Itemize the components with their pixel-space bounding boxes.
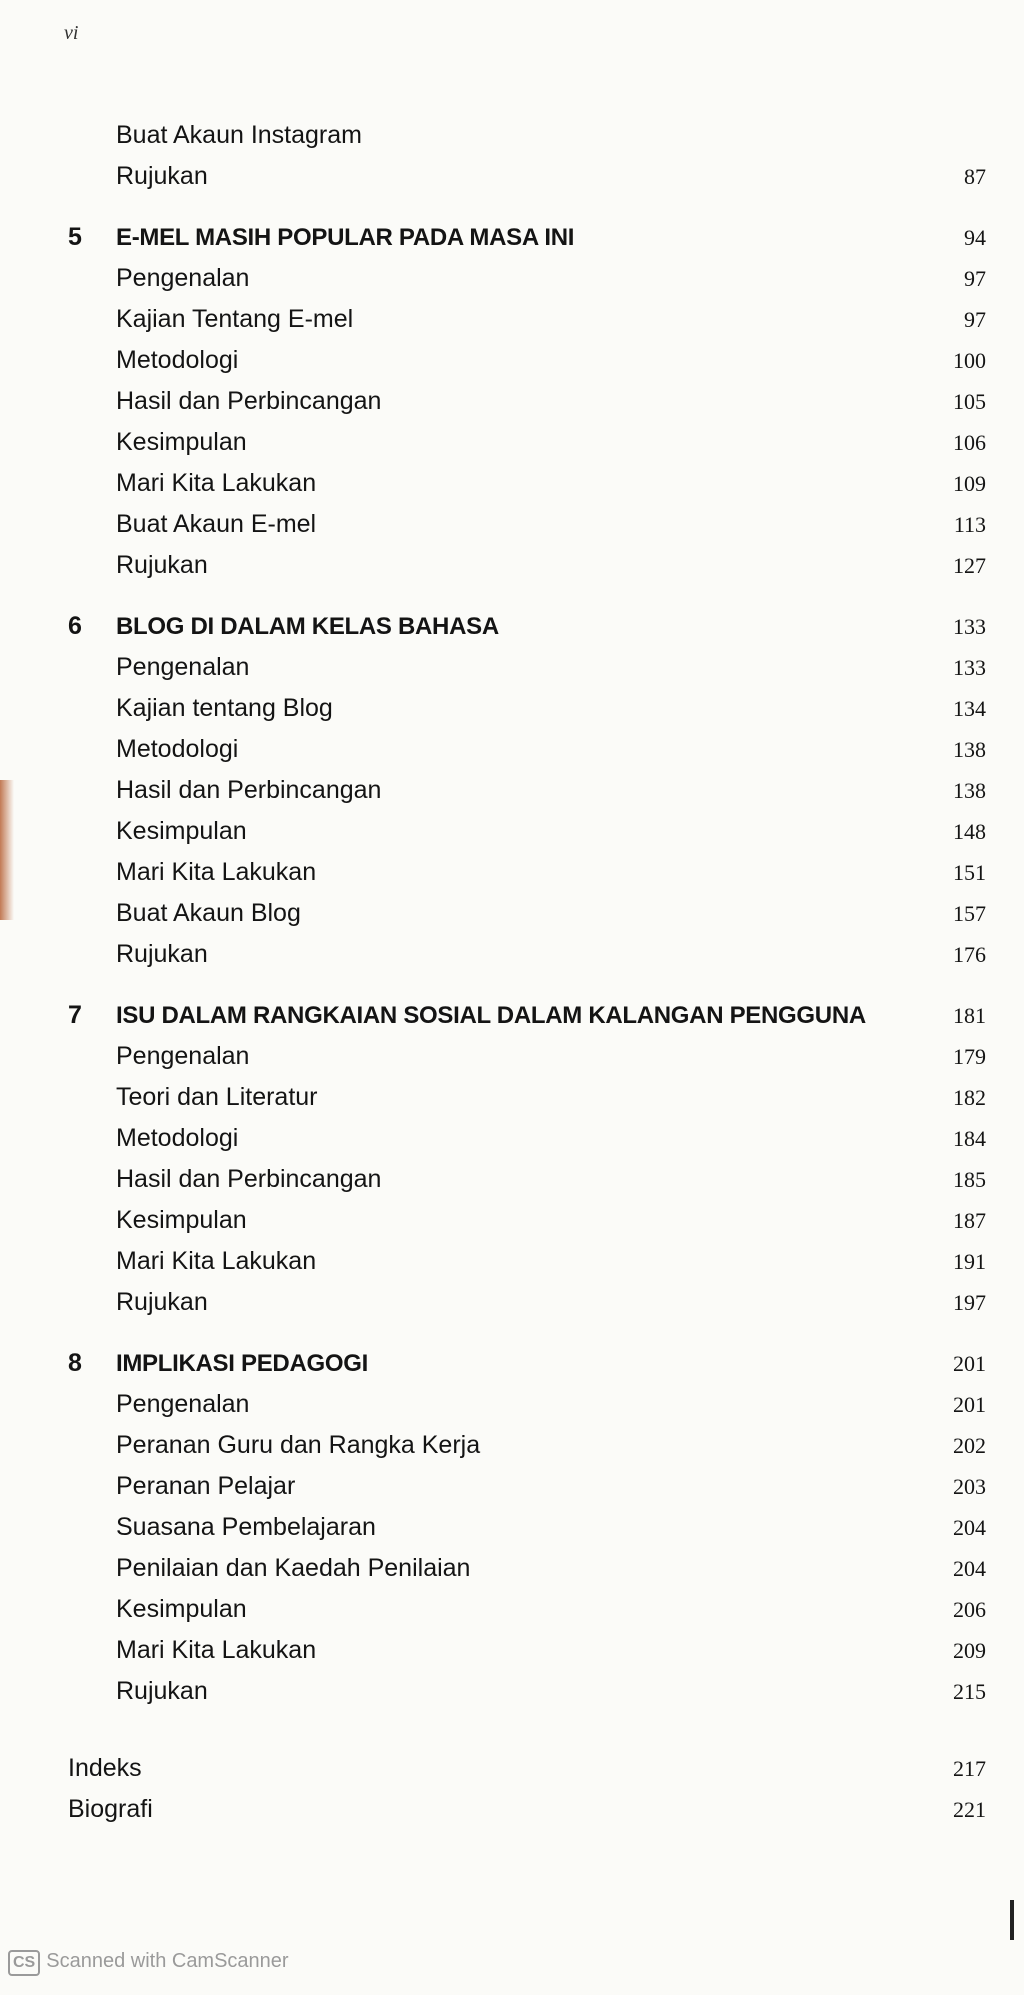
entry-title: Metodologi	[116, 1124, 239, 1152]
toc-entry-row	[0, 1118, 1024, 1159]
toc-entry-row	[0, 545, 1024, 586]
chapter-title: IMPLIKASI PEDAGOGI	[116, 1350, 368, 1377]
entry-title: Hasil dan Perbincangan	[116, 776, 382, 804]
entry-title: Rujukan	[116, 1288, 208, 1316]
chapter-title: E-MEL MASIH POPULAR PADA MASA INI	[116, 224, 575, 251]
entry-page-number: 204	[953, 1515, 986, 1540]
entry-page-number: 100	[953, 348, 986, 373]
entry-page-number: 94	[964, 225, 986, 250]
entry-title: Teori dan Literatur	[116, 1083, 318, 1111]
entry-page-number: 133	[953, 614, 986, 639]
entry-title: Kesimpulan	[116, 1206, 247, 1234]
entry-title: Mari Kita Lakukan	[116, 1636, 317, 1664]
entry-page-number: 206	[953, 1597, 986, 1622]
entry-page-number: 138	[953, 737, 986, 762]
scanner-watermark	[8, 1950, 289, 1976]
toc-entry-row	[0, 729, 1024, 770]
toc-entry-row	[0, 504, 1024, 545]
entry-title: Kajian tentang Blog	[116, 694, 333, 722]
entry-page-number: 187	[953, 1208, 986, 1233]
entry-page-number: 184	[953, 1126, 986, 1151]
entry-title: Mari Kita Lakukan	[116, 858, 317, 886]
entry-page-number: 215	[953, 1679, 986, 1704]
toc-entry-row	[0, 647, 1024, 688]
entry-page-number: 105	[953, 389, 986, 414]
toc-entry-row	[0, 1159, 1024, 1200]
entry-title: Pengenalan	[116, 264, 250, 292]
entry-page-number: 185	[953, 1167, 986, 1192]
entry-page-number: 202	[953, 1433, 986, 1458]
toc-entry-row	[0, 1425, 1024, 1466]
entry-title: Mari Kita Lakukan	[116, 469, 317, 497]
entry-title: Rujukan	[116, 940, 208, 968]
entry-page-number: 113	[953, 512, 986, 537]
entry-page-number: 106	[953, 430, 986, 455]
entry-page-number: 133	[953, 655, 986, 680]
entry-title: Kesimpulan	[116, 817, 247, 845]
entry-page-number: 127	[953, 553, 986, 578]
entry-page-number: 203	[953, 1474, 986, 1499]
chapter-number: 8	[68, 1349, 82, 1377]
entry-title: Metodologi	[116, 346, 239, 374]
entry-title: Kesimpulan	[116, 1595, 247, 1623]
toc-entry-row	[0, 1282, 1024, 1323]
section-spacer	[0, 586, 1024, 606]
toc-entry-row	[0, 299, 1024, 340]
toc-entry-row	[0, 1548, 1024, 1589]
toc-backmatter-row	[0, 1748, 1024, 1789]
scan-edge-mark	[1010, 1900, 1014, 1940]
toc-chapter-row	[0, 995, 1024, 1036]
toc-entry-row	[0, 381, 1024, 422]
toc-entry-row	[0, 115, 1024, 156]
entry-page-number: 151	[953, 860, 986, 885]
toc-backmatter-row	[0, 1789, 1024, 1830]
entry-title: Hasil dan Perbincangan	[116, 1165, 382, 1193]
entry-page-number: 97	[964, 307, 986, 332]
toc-chapter-row	[0, 1343, 1024, 1384]
entry-page-number: 197	[953, 1290, 986, 1315]
camscanner-logo-icon: CS	[8, 1950, 40, 1976]
entry-title: Indeks	[68, 1754, 142, 1782]
entry-page-number: 157	[953, 901, 986, 926]
entry-page-number: 182	[953, 1085, 986, 1110]
toc-entry-row	[0, 688, 1024, 729]
entry-title: Pengenalan	[116, 1390, 250, 1418]
toc-entry-row	[0, 1200, 1024, 1241]
chapter-number: 6	[68, 612, 82, 640]
entry-title: Buat Akaun Blog	[116, 899, 301, 927]
toc-entry-row	[0, 1630, 1024, 1671]
entry-page-number: 204	[953, 1556, 986, 1581]
section-spacer	[0, 1323, 1024, 1343]
entry-page-number: 209	[953, 1638, 986, 1663]
entry-title: Mari Kita Lakukan	[116, 1247, 317, 1275]
entry-page-number: 181	[953, 1003, 986, 1028]
entry-page-number: 134	[953, 696, 986, 721]
entry-title: Biografi	[68, 1795, 153, 1823]
entry-title: Pengenalan	[116, 1042, 250, 1070]
entry-page-number: 179	[953, 1044, 986, 1069]
entry-title: Metodologi	[116, 735, 239, 763]
entry-page-number: 148	[953, 819, 986, 844]
entry-title: Rujukan	[116, 1677, 208, 1705]
entry-title: Peranan Pelajar	[116, 1472, 296, 1500]
section-spacer	[0, 975, 1024, 995]
toc-entry-row	[0, 1384, 1024, 1425]
entry-title: Rujukan	[116, 551, 208, 579]
entry-title: Kesimpulan	[116, 428, 247, 456]
toc-entry-row	[0, 1589, 1024, 1630]
toc-chapter-row	[0, 606, 1024, 647]
watermark-text: Scanned with CamScanner	[46, 1950, 289, 1972]
toc-entry-row	[0, 1036, 1024, 1077]
entry-title: Peranan Guru dan Rangka Kerja	[116, 1431, 481, 1459]
entry-title: Rujukan	[116, 162, 208, 190]
entry-title: Suasana Pembelajaran	[116, 1513, 376, 1541]
entry-title: Kajian Tentang E-mel	[116, 305, 354, 333]
chapter-title: BLOG DI DALAM KELAS BAHASA	[116, 613, 499, 640]
entry-title: Hasil dan Perbincangan	[116, 387, 382, 415]
toc-entry-row	[0, 1077, 1024, 1118]
toc-entry-row	[0, 811, 1024, 852]
entry-page-number: 201	[953, 1351, 986, 1376]
entry-title: Penilaian dan Kaedah Penilaian	[116, 1554, 471, 1582]
toc-entry-row	[0, 770, 1024, 811]
page-number: vi	[64, 22, 79, 44]
entry-page-number: 191	[953, 1249, 986, 1274]
toc-chapter-row	[0, 217, 1024, 258]
table-of-contents	[0, 115, 1024, 1830]
entry-title: Buat Akaun Instagram	[116, 121, 362, 149]
toc-entry-row	[0, 1241, 1024, 1282]
toc-entry-row	[0, 463, 1024, 504]
toc-entry-row	[0, 340, 1024, 381]
toc-entry-row	[0, 1671, 1024, 1712]
entry-page-number: 217	[953, 1756, 986, 1781]
entry-page-number: 97	[964, 266, 986, 291]
entry-page-number: 221	[953, 1797, 986, 1822]
chapter-number: 5	[68, 223, 82, 251]
entry-page-number: 201	[953, 1392, 986, 1417]
toc-entry-row	[0, 852, 1024, 893]
entry-title: Buat Akaun E-mel	[116, 510, 317, 538]
entry-page-number: 87	[964, 164, 986, 189]
chapter-number: 7	[68, 1001, 82, 1029]
entry-page-number: 138	[953, 778, 986, 803]
toc-entry-row	[0, 156, 1024, 197]
toc-entry-row	[0, 1507, 1024, 1548]
section-spacer	[0, 197, 1024, 217]
entry-page-number: 176	[953, 942, 986, 967]
toc-entry-row	[0, 934, 1024, 975]
toc-entry-row	[0, 1466, 1024, 1507]
toc-entry-row	[0, 258, 1024, 299]
toc-entry-row	[0, 422, 1024, 463]
entry-page-number: 109	[953, 471, 986, 496]
entry-title: Pengenalan	[116, 653, 250, 681]
toc-entry-row	[0, 893, 1024, 934]
section-spacer	[0, 1712, 1024, 1748]
chapter-title: ISU DALAM RANGKAIAN SOSIAL DALAM KALANGAN PENGGUNA	[116, 1002, 866, 1029]
